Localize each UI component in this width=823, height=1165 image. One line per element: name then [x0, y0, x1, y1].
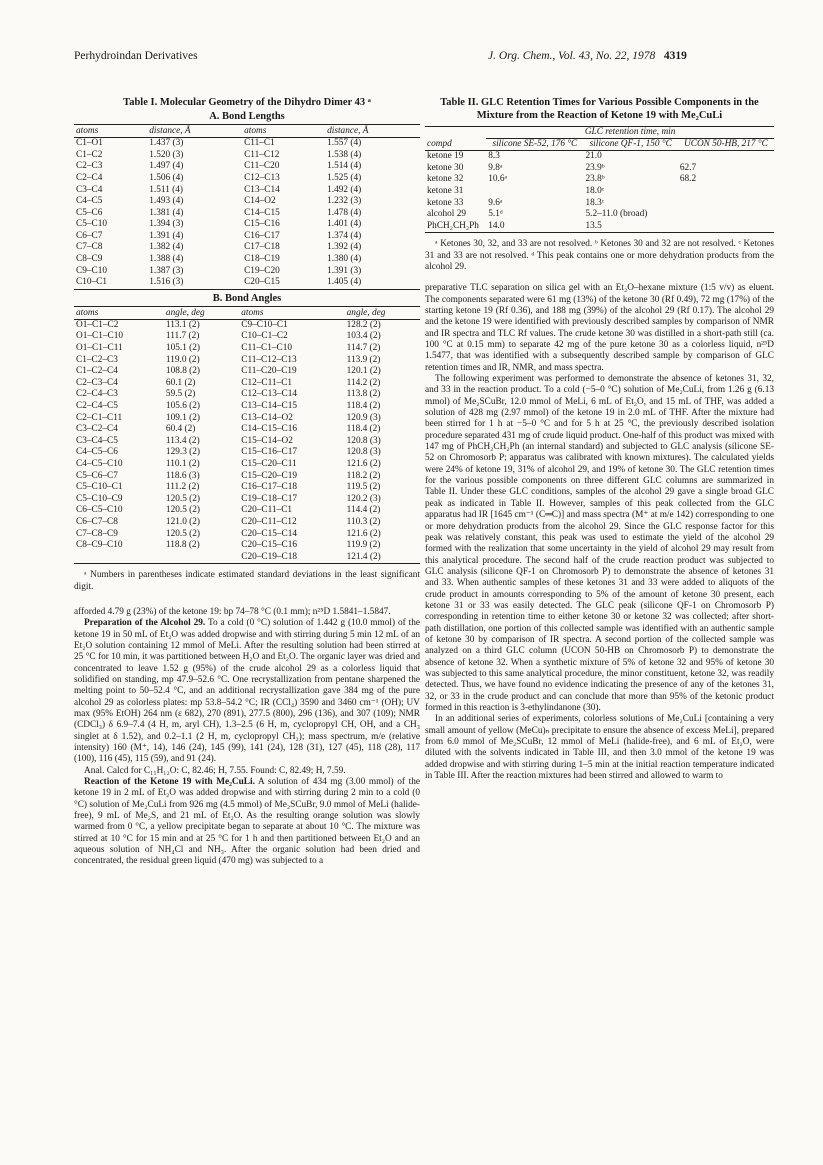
bond-angle-cell: C15–C16–C17 — [241, 447, 298, 458]
bond-angle-cell: 120.9 (3) — [346, 412, 381, 423]
bond-angle-cell: C1–C2–C4 — [76, 366, 118, 377]
bond-length-cell: 1.525 (4) — [327, 172, 362, 183]
left-column — [74, 96, 420, 868]
bond-angle-cell: C15–C20–C11 — [241, 458, 297, 469]
bond-length-cell: C4–C5 — [76, 196, 103, 207]
bond-angle-cell: 118.6 (3) — [165, 470, 200, 481]
bond-length-cell: C2–C4 — [76, 172, 103, 183]
bond-angle-cell: 120.5 (2) — [165, 493, 201, 504]
bond-length-cell: C17–C18 — [244, 242, 280, 253]
bond-length-row — [74, 208, 420, 220]
glc-row — [425, 198, 774, 210]
bond-length-cell: 1.382 (4) — [149, 242, 184, 253]
bond-angle-row — [74, 447, 420, 459]
bond-angle-cell: C6–C7–C8 — [76, 516, 118, 527]
bond-length-cell: 1.492 (4) — [327, 184, 362, 195]
bond-angle-cell: C2–C1–C11 — [76, 412, 123, 423]
bond-angle-cell: 129.3 (2) — [165, 447, 201, 458]
glc-cell: 18.3ᶜ — [585, 197, 605, 208]
bond-length-row — [74, 266, 420, 278]
glc-cell — [678, 186, 774, 198]
glc-cell — [678, 151, 774, 163]
bond-length-cell: C19–C20 — [244, 265, 280, 276]
bond-length-cell: 1.232 (3) — [327, 196, 362, 207]
bond-length-cell: 1.374 (4) — [327, 230, 362, 241]
bond-angle-cell: C13–C14–O2 — [241, 412, 293, 423]
bond-length-cell: C12–C13 — [244, 172, 280, 183]
glc-col-qf1: silicone QF-1, 150 °C — [589, 139, 672, 150]
bond-length-cell: 1.391 (3) — [327, 265, 362, 276]
bond-length-cell: 1.516 (3) — [149, 277, 184, 288]
bond-length-cell: C3–C4 — [76, 184, 103, 195]
bond-angle-cell: C20–C15–C14 — [241, 528, 298, 539]
bond-angle-cell: 110.3 (2) — [346, 516, 381, 527]
bond-angle-col-header: atoms — [241, 307, 264, 318]
glc-cell: 5.1ᵈ — [488, 209, 503, 220]
bond-angle-cell: C5–C10–C9 — [76, 493, 123, 504]
bond-angle-cell: 110.1 (2) — [165, 458, 200, 469]
glc-cell — [678, 198, 774, 210]
bond-length-cell: C5–C10 — [76, 219, 107, 230]
bond-angle-cell: 121.0 (2) — [165, 516, 201, 527]
bond-angle-cell: O1–C1–C10 — [76, 331, 124, 342]
bond-angle-cell: 119.5 (2) — [346, 482, 381, 493]
bond-angle-cell: C11–C12–C13 — [241, 354, 297, 365]
left-paragraph: afforded 4.79 g (23%) of the ketone 19: bp 74–78 °C (0.1 mm); n²⁵D 1.5841–1.5847. — [74, 606, 391, 617]
glc-cell: 23.9ᵇ — [585, 162, 605, 173]
bond-angle-cell: 111.7 (2) — [165, 331, 200, 342]
right-paragraph: preparative TLC separation on silica gel with an Et₂O–hexane mixture (1:5 v/v) as eluent. The components separated were 61 mg (13%) of the ketone 30 (Rf 0.49), 72 mg (17%) of the starting ketone 19 (Rf 0.36), and 188 mg (39%) of the alcohol 29 (Rf 0.17). The alcohol 29 and the ketone 19 were identified with previously described samples by comparison of NMR and IR spectra and TLC Rf values. The crude ketone 30 was distilled in a short-path still (ca. 100 °C at 0.15 mm) to separate 42 mg of the pure ketone 30 as a colorless liquid, n²⁵D 1.5477, that was identified with a subsequently described sample by comparison of GLC retention times and IR, NMR, and mass spectra. — [425, 283, 774, 373]
bond-angle-cell: 113.8 (2) — [346, 389, 381, 400]
bond-angle-row — [74, 366, 420, 378]
table1-footnote: ᵃ Numbers in parentheses indicate estimated standard deviations in the least significant digit. — [74, 570, 420, 592]
bond-angle-cell: C4–C5–C6 — [76, 447, 118, 458]
bond-angle-row — [74, 389, 420, 401]
left-paragraph-heading: Preparation of the Alcohol 29. — [84, 618, 206, 629]
bond-length-cell: 1.437 (3) — [149, 138, 184, 149]
bond-angle-cell: C11–C20–C19 — [241, 366, 297, 377]
bond-length-cell: C14–O2 — [244, 196, 276, 207]
bond-length-row — [74, 185, 420, 197]
bond-angle-cell: 118.2 (2) — [346, 470, 381, 481]
bond-angle-col-header: angle, deg — [165, 307, 205, 318]
glc-cell: 9.6ᵃ — [488, 197, 503, 208]
journal-citation: J. Org. Chem., Vol. 43, No. 22, 1978 4319 — [488, 50, 687, 62]
bond-angle-row — [74, 413, 420, 425]
bond-length-row — [74, 242, 420, 254]
bond-angle-row — [74, 552, 420, 564]
glc-cell: alcohol 29 — [427, 209, 466, 220]
glc-cell — [486, 186, 583, 198]
bond-angle-row — [74, 529, 420, 541]
bond-angle-row — [74, 471, 420, 483]
bond-angle-row — [74, 378, 420, 390]
bond-length-row — [74, 219, 420, 231]
bond-angle-row — [74, 540, 420, 552]
bond-length-row — [74, 254, 420, 266]
right-paragraph: In an additional series of experiments, colorless solutions of Me₂CuLi [containing a very small amount of yellow (MeCu)ₙ precipitate to ensure the absence of excess MeLi], prepared from 6.0 mmol of Me₂SCuBr, 12 mmol of MeLi (halide-free), and 6 mL of Et₂O, were diluted with the solvents indicated in Table III, and then 3.0 mmol of the ketone 19 was added dropwise and with stirring during 1–5 min at the initial reaction temperature indicated in Table III. After the reaction mixtures had been stirred and allowed to warm to — [425, 714, 774, 782]
bond-angle-cell: 111.2 (2) — [165, 482, 200, 493]
glc-row — [425, 151, 774, 163]
bond-length-cell: C14–C15 — [244, 207, 280, 218]
glc-cell: 18.0ᶜ — [585, 186, 605, 197]
bond-angle-row — [74, 436, 420, 448]
bond-angle-cell: C20–C19–C18 — [241, 551, 298, 562]
table1-title: Table I. Molecular Geometry of the Dihydro Dimer 43 ᵃ — [123, 97, 371, 108]
right-column — [425, 96, 774, 782]
running-header: Perhydroindan Derivatives — [74, 50, 198, 62]
glc-row — [425, 174, 774, 186]
bond-angle-cell: 120.8 (3) — [346, 435, 381, 446]
bond-angle-cell: C12–C13–C14 — [241, 389, 298, 400]
bond-angle-row — [74, 517, 420, 529]
bond-angle-cell: C1–C2–C3 — [76, 354, 118, 365]
bond-length-row — [74, 138, 420, 150]
bond-length-row — [74, 231, 420, 243]
bond-length-cell: 1.391 (4) — [149, 230, 184, 241]
bond-length-cell: 1.514 (4) — [327, 161, 362, 172]
bond-angle-cell: 103.4 (2) — [346, 331, 381, 342]
bond-length-cell: C8–C9 — [76, 254, 103, 265]
bond-length-row — [74, 277, 420, 289]
glc-group-header: GLC retention time, min — [486, 127, 774, 139]
bond-length-col-header: atoms — [76, 126, 99, 137]
bond-angle-cell: C11–C1–C10 — [241, 343, 293, 354]
glc-cell: ketone 32 — [427, 174, 464, 185]
glc-row — [425, 163, 774, 175]
bond-angle-cell: 120.1 (2) — [346, 366, 381, 377]
bond-length-cell: 1.380 (4) — [327, 254, 362, 265]
bond-length-cell: C10–C1 — [76, 277, 107, 288]
bond-angle-cell — [164, 552, 239, 564]
bond-angle-row — [74, 355, 420, 367]
bond-angle-cell: 121.6 (2) — [346, 528, 381, 539]
glc-cell: 5.2–11.0 (broad) — [585, 209, 648, 220]
bond-length-cell: 1.401 (4) — [327, 219, 362, 230]
glc-cell — [678, 221, 774, 233]
glc-table — [425, 126, 774, 233]
glc-cell: 21.0 — [585, 151, 602, 162]
bond-length-cell: C11–C12 — [244, 149, 280, 160]
bond-angle-cell: 60.1 (2) — [165, 377, 196, 388]
bond-angle-cell: C6–C5–C10 — [76, 505, 123, 516]
bond-length-cell: 1.538 (4) — [327, 149, 362, 160]
bond-angle-row — [74, 505, 420, 517]
bond-angle-cell: 109.1 (2) — [165, 412, 201, 423]
bond-length-col-header: atoms — [244, 126, 267, 137]
glc-col-se52: silicone SE-52, 176 °C — [492, 139, 578, 150]
glc-cell: ketone 33 — [427, 197, 464, 208]
left-paragraph: Reaction of the Ketone 19 with Me₂CuLi. A solution of 434 mg (3.00 mmol) of the ketone 19 in 2 mL of Et₂O was added dropwise and with stirring during 2 min to a cold (0 °C) solution of Me₂CuLi from 926 mg (4.5 mmol) of Me₂SCuBr, 9.0 mmol of MeLi (halide-free), 9 mL of Me₂S, and 21 mL of Et₂O. As the resulting orange solution was slowly warmed from 0 °C, a yellow precipitate began to separate at about 10 °C. The mixture was stirred at 10 °C for 15 min and at 25 °C for 1 h and then partitioned between Et₂O and an aqueous solution of NH₄Cl and NH₃. After the organic solution had been dried and concentrated, the residual green liquid (470 mg) was subjected to a — [74, 777, 420, 867]
glc-col-ucon: UCON 50-HB, 217 °C — [684, 139, 768, 150]
glc-row — [425, 209, 774, 221]
bond-angle-cell: C3–C4–C5 — [76, 435, 118, 446]
bond-length-cell: C1–O1 — [76, 138, 103, 149]
bond-angle-cell: 60.4 (2) — [165, 424, 196, 435]
table1-sub-a: A. Bond Lengths — [209, 111, 285, 123]
bond-angle-cell: C2–C3–C4 — [76, 377, 118, 388]
bond-lengths-table — [74, 124, 420, 290]
bond-length-cell: 1.392 (4) — [327, 242, 362, 253]
bond-angle-cell: C3–C2–C4 — [76, 424, 118, 435]
bond-length-cell: C11–C20 — [244, 161, 280, 172]
glc-cell: 10.6ᵃ — [488, 174, 508, 185]
glc-cell: 13.5 — [585, 220, 602, 231]
bond-length-cell: 1.478 (4) — [327, 207, 362, 218]
bond-length-cell: C18–C19 — [244, 254, 280, 265]
bond-angle-row — [74, 331, 420, 343]
bond-angle-cell: C4–C5–C10 — [76, 458, 123, 469]
glc-cell: PhCH₂CH₂Ph — [427, 220, 479, 231]
glc-row — [425, 221, 774, 233]
bond-length-cell: C11–C1 — [244, 138, 275, 149]
bond-angle-col-header: angle, deg — [346, 307, 386, 318]
bond-length-cell: C2–C3 — [76, 161, 103, 172]
bond-length-cell: 1.405 (4) — [327, 277, 362, 288]
bond-angle-row — [74, 319, 420, 331]
bond-angle-cell: C2–C4–C5 — [76, 401, 118, 411]
bond-length-cell: C16–C17 — [244, 230, 280, 241]
glc-col-compd: compd — [427, 139, 452, 150]
left-body-text — [74, 607, 420, 868]
bond-angle-cell: C7–C8–C9 — [76, 528, 118, 539]
bond-angle-cell: 105.1 (2) — [165, 343, 201, 354]
bond-angle-cell: 113.9 (2) — [346, 354, 381, 365]
left-paragraph: Preparation of the Alcohol 29. To a cold (0 °C) solution of 1.442 g (10.0 mmol) of the ketone 19 in 50 mL of Et₂O was added dropwise and with stirring during 5 min 12 mL of an Et₂O solution containing 12 mmol of MeLi. After the resulting solution had been stirred at 25 °C for 10 min, it was partitioned between H₂O and Et₂O. The organic layer was dried and concentrated to leave 1.52 g (95%) of the crude alcohol 29 as a colorless liquid that solidified on standing, mp 47.9–52.6 °C. One recrystallization from pentane sharpened the melting point to 50–52.4 °C, and an additional recrystallization gave 384 mg of the pure alcohol 29 as colorless plates: mp 53.8–54.2 °C; IR (CCl₄) 3590 and 3460 cm⁻¹ (OH); UV max (95% EtOH) 264 nm (ε 682), 270 (891), 277.5 (800), 296 (136), and 307 (109); NMR (CDCl₃) δ 6.9–7.4 (4 H, m, aryl CH), 1.3–2.5 (6 H, m, cyclopropyl CH, OH, and a CH₃ singlet at δ 1.52), and 0.2–1.1 (2 H, m, cyclopropyl CH₂); mass spectrum, m/e (relative intensity) 160 (M⁺, 14), 146 (24), 145 (99), 141 (24), 128 (31), 127 (45), 118 (28), 117 (100), 116 (45), 115 (59), and 91 (24). — [74, 618, 420, 765]
bond-length-cell: 1.388 (4) — [149, 254, 184, 265]
glc-cell: 14.0 — [488, 220, 505, 231]
bond-length-cell: 1.387 (3) — [149, 265, 184, 276]
left-paragraph: Anal. Calcd for C₁₁H₁₂O: C, 82.46; H, 7.55. Found: C, 82.49; H, 7.59. — [84, 765, 346, 776]
table1-sub-b: B. Bond Angles — [212, 292, 282, 304]
bond-length-row — [74, 196, 420, 208]
glc-row — [425, 186, 774, 198]
glc-cell: 62.7 — [679, 162, 697, 173]
bond-angle-cell: C5–C6–C7 — [76, 470, 118, 481]
glc-cell: 23.8ᵇ — [585, 174, 605, 185]
bond-length-cell: C7–C8 — [76, 242, 103, 253]
bond-angle-cell: C2–C4–C3 — [76, 389, 118, 400]
bond-angle-cell: 114.2 (2) — [346, 377, 381, 388]
bond-angle-cell: 120.8 (3) — [346, 447, 381, 458]
bond-angle-cell: C8–C9–C10 — [76, 540, 123, 551]
bond-angle-cell: 118.8 (2) — [165, 540, 200, 551]
bond-angle-cell: O1–C1–C11 — [76, 343, 123, 354]
bond-length-cell: 1.493 (4) — [149, 196, 184, 207]
bond-length-cell: 1.506 (4) — [149, 172, 184, 183]
glc-cell: ketone 31 — [427, 186, 464, 197]
bond-angle-col-header: atoms — [76, 307, 99, 318]
bond-angle-cell: 120.5 (2) — [165, 505, 201, 516]
bond-angle-cell: C12–C11–C1 — [241, 377, 293, 388]
bond-angle-cell: C14–C15–C16 — [241, 424, 298, 435]
bond-angle-cell: 119.0 (2) — [165, 354, 200, 365]
table2-title: Table II. GLC Retention Times for Various Possible Components in the Mixture from the Reaction of Ketone 19 with Me₂CuLi — [440, 97, 759, 122]
bond-angle-cell: 105.6 (2) — [165, 401, 201, 411]
bond-angle-row — [74, 401, 420, 413]
bond-length-cell: C9–C10 — [76, 265, 107, 276]
bond-length-cell: 1.497 (4) — [149, 161, 184, 172]
glc-cell: ketone 30 — [427, 162, 464, 173]
bond-angle-cell: 113.1 (2) — [165, 319, 200, 330]
bond-length-col-header: distance, Å — [149, 126, 191, 137]
bond-angle-cell: O1–C1–C2 — [76, 319, 119, 330]
bond-length-cell: C13–C14 — [244, 184, 280, 195]
bond-angle-cell: C9–C10–C1 — [241, 319, 288, 330]
bond-angles-table — [74, 306, 420, 564]
glc-cell: 9.8ᵃ — [488, 162, 503, 173]
bond-length-cell: 1.520 (3) — [149, 149, 184, 160]
bond-angle-cell: 119.9 (2) — [346, 540, 381, 551]
bond-angle-cell: C20–C15–C16 — [241, 540, 298, 551]
bond-angle-cell: 108.8 (2) — [165, 366, 201, 377]
bond-length-cell: C20–C15 — [244, 277, 280, 288]
table2-footnote: ᵃ Ketones 30, 32, and 33 are not resolved. ᵇ Ketones 30 and 32 are not resolved. ᶜ Ketones 31 and 33 are not resolved. ᵈ This peak contains one or more dehydration products from the alcohol 29. — [425, 239, 774, 272]
bond-angle-cell: 121.6 (2) — [346, 458, 381, 469]
bond-angle-cell: 114.4 (2) — [346, 505, 381, 516]
bond-angle-cell: C10–C1–C2 — [241, 331, 288, 342]
bond-angle-cell: 118.4 (2) — [346, 424, 381, 435]
bond-angle-row — [74, 494, 420, 506]
bond-angle-row — [74, 482, 420, 494]
bond-angle-cell: C19–C18–C17 — [241, 493, 298, 504]
bond-length-row — [74, 173, 420, 185]
bond-length-col-header: distance, Å — [327, 126, 369, 137]
right-body-text — [425, 283, 774, 782]
bond-angle-cell: C5–C10–C1 — [76, 482, 123, 493]
bond-angle-cell: C20–C11–C1 — [241, 505, 293, 516]
bond-angle-cell: 59.5 (2) — [165, 389, 196, 400]
bond-length-cell: 1.557 (4) — [327, 138, 362, 149]
right-paragraph: The following experiment was performed to demonstrate the absence of ketones 31, 32, and 33 in the reaction product. To a cold (−5–0 °C) solution of Me₂CuLi, from 1.26 g (6.13 mmol) of Me₂SCuBr, 12.0 mmol of MeLi, 6 mL of Et₂O, and 15 mL of THF, was added a solution of 428 mg (2.97 mmol) of the ketone 19 in 2.0 mL of THF. After the mixture had been stirred for 1 h at −5–0 °C and for 5 h at 25 °C, the previously described isolation procedure separated 431 mg of crude liquid product. One-half of this product was mixed with 147 mg of PhCH₂CH₂Ph (an internal standard) and subjected to GLC analysis (silicone SE-52 on Chromosorb P; apparatus was calibrated with known mixtures). The calculated yields were 24% of ketone 19, 31% of alcohol 29, and 19% of ketone 30. The GLC retention times for the various possible components on three different GLC columns are summarized in Table II. Under these GLC conditions, samples of the alcohol 29 gave a single broad GLC peak as indicated in Table II. However, samples of this peak collected from the GLC apparatus had IR [1645 cm⁻¹ (C═C)] and mass spectra (M⁺ at m/e 142) corresponding to one or more dehydration products from the alcohol 29. Since the GLC response factor for this peak was relatively constant, this peak was used to estimate the yield of the alcohol 29 formed with the realization that some uncertainty in the yield of alcohol 29 may result from this analytical procedure. The second half of the crude reaction product was subjected to GLC analysis (silicone QF-1 on Chromosorb P) to demonstrate the absence of ketones 31 and 33. When authentic samples of these ketones 31 and 33 were added to aliquots of the crude product in amounts corresponding to 5% of the amount of ketone 30 present, each ketone 31 or 33 was easily detected. The GLC peak (silicone QF-1 on Chromosorb P) corresponding in retention time to either ketone 30 or ketone 32 was collected; after short-path distillation, one portion of this collected sample was identified with an authentic sample of ketone 30 by comparison of IR spectra. A second portion of the collected sample was analyzed on a third GLC column (UCON 50-HB on Chromosorb P) to demonstrate the absence of ketone 32. When a synthetic mixture of 5% of ketone 32 and 95% of ketone 30 was subjected to this same analytical procedure, the minor constituent, ketone 32, was readily detected. Thus, we have found no evidence indicating the presence of any of the ketones 31, 32, or 33 in the crude product and can conclude that more than 95% of the ketonic product formed in this reaction is 3-ethylindanone (30). — [425, 374, 774, 714]
bond-angle-cell: 128.2 (2) — [346, 319, 381, 330]
bond-angle-row — [74, 459, 420, 471]
bond-angle-cell: C13–C14–C15 — [241, 401, 298, 411]
bond-length-row — [74, 150, 420, 162]
bond-angle-cell: 118.4 (2) — [346, 401, 381, 411]
bond-angle-cell: 113.4 (2) — [165, 435, 200, 446]
bond-angle-cell: 120.2 (3) — [346, 493, 381, 504]
bond-length-cell: 1.394 (3) — [149, 219, 184, 230]
bond-length-cell: C1–C2 — [76, 149, 103, 160]
bond-angle-cell: 120.5 (2) — [165, 528, 201, 539]
bond-length-cell: C15–C16 — [244, 219, 280, 230]
bond-length-row — [74, 161, 420, 173]
bond-length-cell: C5–C6 — [76, 207, 103, 218]
bond-angle-cell — [74, 552, 164, 564]
glc-cell: 8.3 — [488, 151, 500, 162]
bond-angle-cell: C20–C11–C12 — [241, 516, 297, 527]
page-number: 4319 — [663, 50, 687, 62]
bond-angle-cell: C15–C14–O2 — [241, 435, 293, 446]
bond-angle-row — [74, 343, 420, 355]
glc-cell: ketone 19 — [427, 151, 464, 162]
left-paragraph-heading: Reaction of the Ketone 19 with Me₂CuLi. — [84, 777, 255, 788]
bond-length-cell: 1.511 (4) — [149, 184, 184, 195]
bond-length-cell: 1.381 (4) — [149, 207, 184, 218]
glc-cell — [678, 209, 774, 221]
bond-angle-cell: 114.7 (2) — [346, 343, 381, 354]
bond-angle-cell: C15–C20–C19 — [241, 470, 298, 481]
glc-cell: 68.2 — [679, 174, 697, 185]
bond-angle-cell: 121.4 (2) — [346, 551, 381, 562]
bond-length-cell: C6–C7 — [76, 230, 103, 241]
bond-angle-cell: C16–C17–C18 — [241, 482, 298, 493]
bond-angle-row — [74, 424, 420, 436]
